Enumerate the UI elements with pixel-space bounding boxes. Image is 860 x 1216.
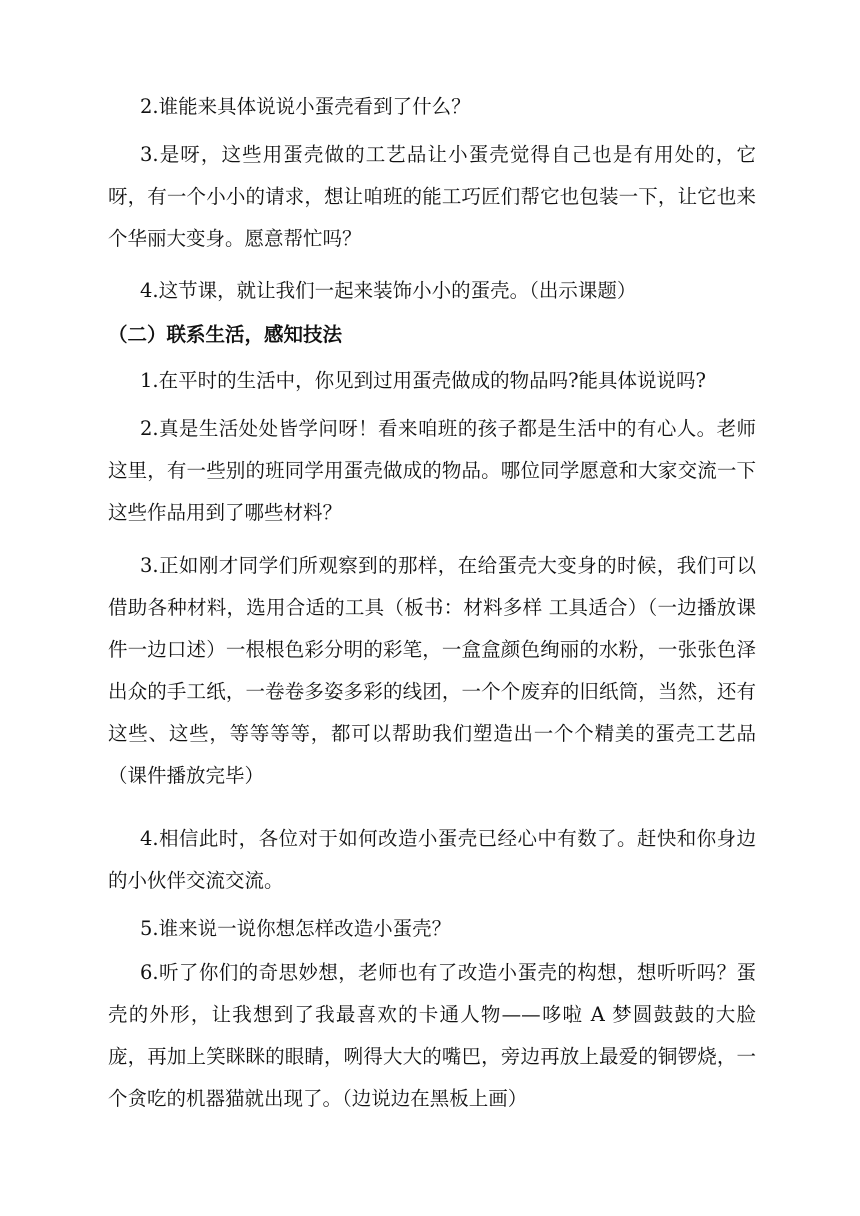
paragraph-section2-step-3: 3.正如刚才同学们所观察到的那样，在给蛋壳大变身的时候，我们可以借助各种材料，选用合适的工具（板书：材料多样 工具适合）（一边播放课件一边口述）一根根色彩分明的彩笔，一盒盒颜色绚丽的水粉，一张张色泽出众的手工纸，一卷卷多姿多彩的线团，一个个废弃的旧纸筒，当然，还有这些、这些，等等等等，都可以帮助我们塑造出一个个精美的蛋壳工艺品（课件播放完毕） xyxy=(108,554,756,787)
paragraph-section2-step-6: 6.听了你们的奇思妙想，老师也有了改造小蛋壳的构想，想听听吗？蛋壳的外形，让我想到了我最喜欢的卡通人物——哆啦 A 梦圆鼓鼓的大脸庞，再加上笑眯眯的眼睛，咧得大大的嘴巴，旁边再放上最爱的铜锣烧，一个贪吃的机器猫就出现了。（边说边在黑板上画） xyxy=(108,961,756,1110)
paragraph-question-2: 2.谁能来具体说说小蛋壳看到了什么？ xyxy=(140,95,471,118)
paragraph-step-4: 4.这节课，就让我们一起来装饰小小的蛋壳。（出示课题） xyxy=(140,279,637,302)
section-heading: （二）联系生活，感知技法 xyxy=(108,323,343,346)
paragraph-section2-step-2: 2.真是生活处处皆学问呀！看来咱班的孩子都是生活中的有心人。老师这里，有一些别的班同学用蛋壳做成的物品。哪位同学愿意和大家交流一下这些作品用到了哪些材料？ xyxy=(108,417,756,524)
paragraph-section2-step-5: 5.谁来说一说你想怎样改造小蛋壳？ xyxy=(140,917,452,940)
paragraph-section2-step-4: 4.相信此时，各位对于如何改造小蛋壳已经心中有数了。赶快和你身边的小伙伴交流交流。 xyxy=(108,827,756,892)
paragraph-section2-step-1: 1.在平时的生活中，你见到过用蛋壳做成的物品吗?能具体说说吗? xyxy=(140,369,707,392)
paragraph-step-3: 3.是呀，这些用蛋壳做的工艺品让小蛋壳觉得自己也是有用处的，它呀，有一个小小的请求，想让咱班的能工巧匠们帮它也包装一下，让它也来个华丽大变身。愿意帮忙吗？ xyxy=(108,143,756,250)
